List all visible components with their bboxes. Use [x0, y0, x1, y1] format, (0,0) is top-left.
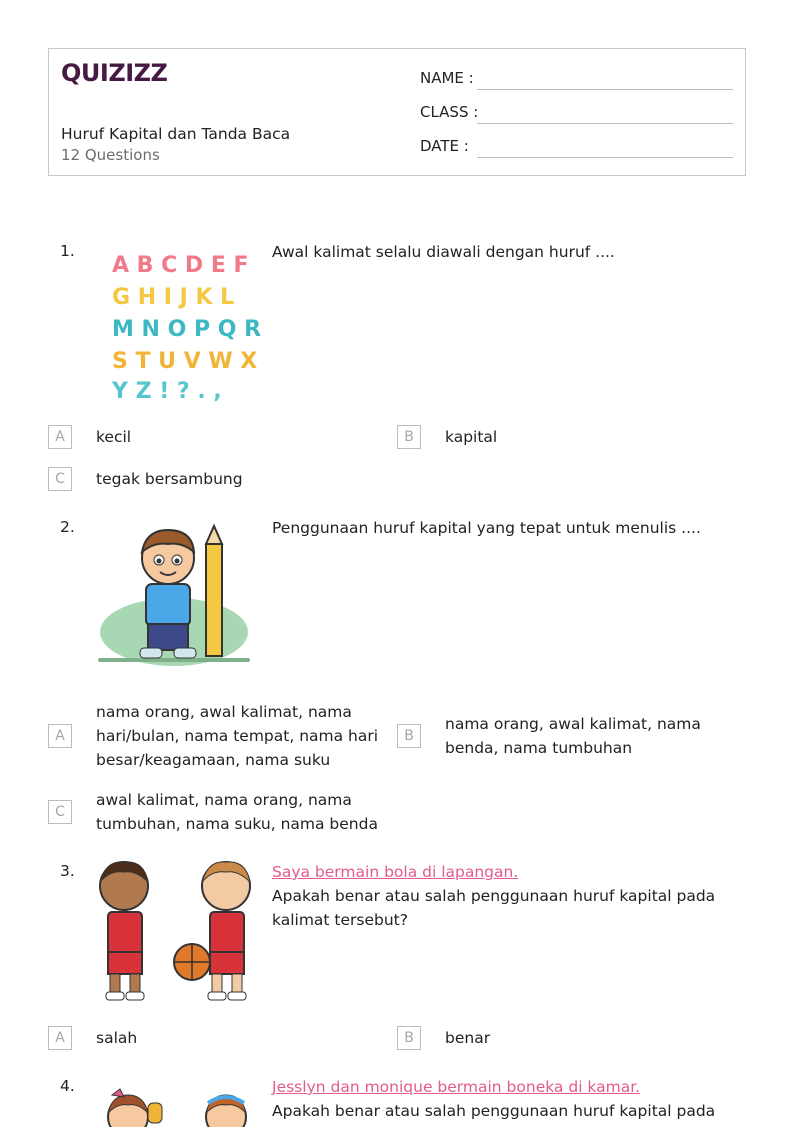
option-letter: B [397, 425, 421, 449]
girls-playing-image [96, 1085, 246, 1127]
question-sentence: Saya bermain bola di lapangan. [272, 863, 519, 881]
option-text: nama orang, awal kalimat, nama hari/bulan, nama tempat, nama hari besar/keagamaan, nama suku [96, 703, 379, 769]
option-letter: C [48, 467, 72, 491]
question-number: 1. [60, 242, 75, 260]
date-line[interactable] [477, 157, 733, 158]
worksheet-title: Huruf Kapital dan Tanda Baca [61, 125, 291, 143]
question-number: 4. [60, 1077, 75, 1095]
question-count: 12 Questions [61, 146, 160, 164]
option-text: tegak bersambung [96, 470, 243, 488]
option-text: benar [445, 1029, 491, 1047]
question-text [272, 860, 732, 932]
worksheet-header [48, 48, 746, 176]
question-text: Penggunaan huruf kapital yang tepat untuk menulis .... [272, 519, 701, 537]
question-prompt: Apakah benar atau salah penggunaan huruf kapital pada kalimat tersebut? [272, 887, 716, 929]
question-text [272, 1075, 732, 1123]
alphabet-row: A B C D E F [112, 253, 249, 278]
date-label: DATE : [420, 137, 469, 155]
alphabet-row: Y Z ! ? . , [112, 379, 222, 404]
class-label: CLASS : [420, 103, 479, 121]
question-number: 2. [60, 518, 75, 536]
option-text: nama orang, awal kalimat, nama benda, nama tumbuhan [445, 715, 701, 757]
alphabet-row: S T U V W X [112, 349, 258, 374]
alphabet-row: M N O P Q R [112, 317, 262, 342]
option-letter: C [48, 800, 72, 824]
boy-with-pencil-image [96, 524, 252, 670]
option-text: kapital [445, 428, 498, 446]
name-label: NAME : [420, 69, 474, 87]
kids-basketball-image [96, 860, 258, 1008]
name-line[interactable] [477, 89, 733, 90]
option-text: kecil [96, 428, 132, 446]
alphabet-row: G H I J K L [112, 285, 235, 310]
question-sentence: Jesslyn dan monique bermain boneka di kamar. [272, 1078, 641, 1096]
alphabet-letters-image [96, 244, 262, 404]
option-text: salah [96, 1029, 138, 1047]
option-letter: A [48, 1026, 72, 1050]
option-letter: A [48, 724, 72, 748]
option-letter: B [397, 1026, 421, 1050]
quizizz-logo: QUIZIZZ [61, 59, 168, 87]
option-letter: B [397, 724, 421, 748]
question-prompt: Apakah benar atau salah penggunaan huruf kapital pada [272, 1102, 716, 1120]
class-line[interactable] [477, 123, 733, 124]
question-number: 3. [60, 862, 75, 880]
option-letter: A [48, 425, 72, 449]
question-text: Awal kalimat selalu diawali dengan huruf .... [272, 243, 615, 261]
option-text: awal kalimat, nama orang, nama tumbuhan, nama suku, nama benda [96, 791, 378, 833]
